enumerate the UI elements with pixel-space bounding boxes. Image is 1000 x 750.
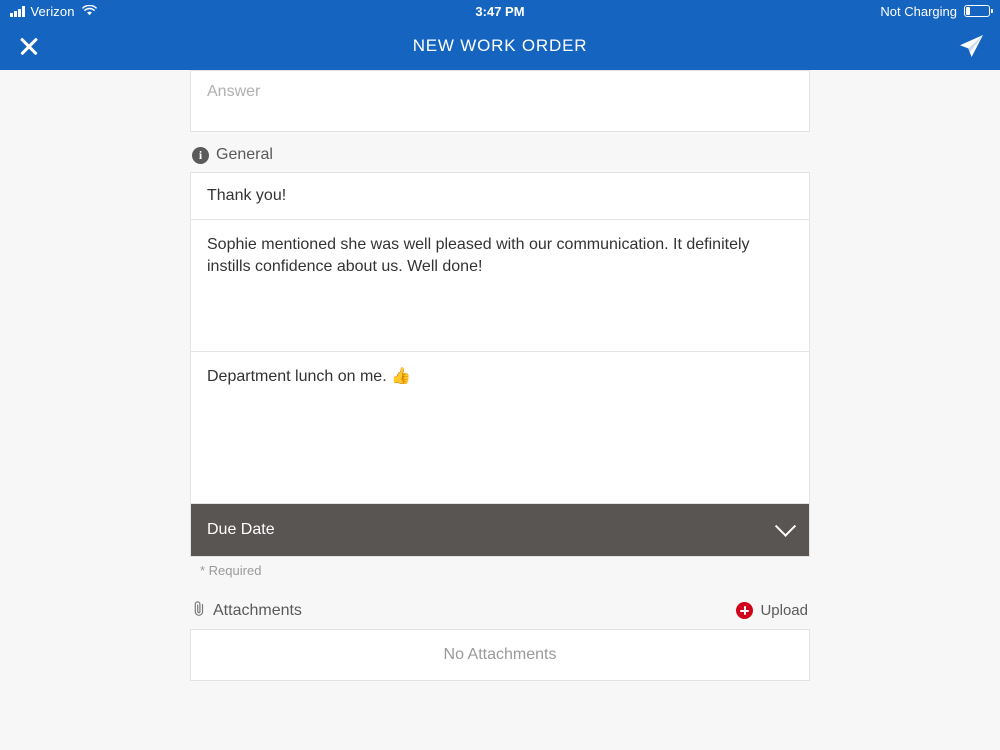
status-bar [0,0,1000,22]
paperclip-icon [192,600,206,621]
attachments-header [190,600,810,621]
plus-circle-icon [736,602,753,619]
status-bar-time: 3:47 PM [475,3,525,19]
form-scroll-area[interactable] [0,70,1000,750]
upload-button[interactable] [736,602,808,619]
answer-input[interactable] [191,71,276,115]
general-field-body[interactable]: Sophie mentioned she was well pleased with our communication. It definitely instills confidence about us. Well done! [191,220,809,352]
page-title: NEW WORK ORDER [412,36,588,55]
upload-label: Upload [760,602,808,619]
battery-icon [964,5,990,17]
send-icon[interactable] [958,33,984,59]
info-icon: i [192,147,209,164]
wifi-icon [82,4,97,19]
nav-bar [0,22,1000,70]
signal-bars-icon [10,6,25,17]
general-field-note[interactable]: Department lunch on me. 👍 [191,352,809,504]
answer-card [190,70,810,132]
battery-status-label: Not Charging [880,3,957,19]
due-date-selector[interactable] [191,504,809,556]
attachments-title: Attachments [213,601,302,619]
chevron-down-icon [775,515,796,536]
status-bar-right [880,4,990,19]
general-section-label: General [216,146,273,163]
due-date-label: Due Date [207,521,275,538]
answer-placeholder: Answer [207,83,261,100]
general-field-title[interactable]: Thank you! [191,173,809,220]
no-attachments-text: No Attachments [443,646,557,663]
close-icon[interactable] [16,33,42,59]
attachments-empty-card [190,629,810,681]
required-note: * Required [200,563,262,578]
general-section-card [190,172,810,557]
general-section-header [190,132,810,172]
carrier-label: Verizon [30,3,75,19]
status-bar-left [10,4,97,19]
